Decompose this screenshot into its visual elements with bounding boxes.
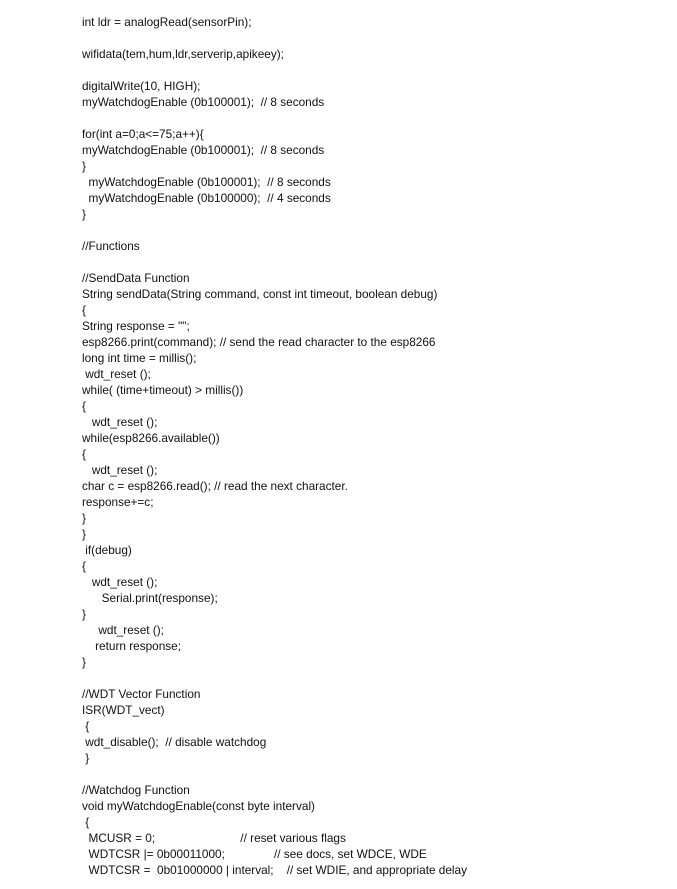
code-line: myWatchdogEnable (0b100001); // 8 seconds [82,143,325,157]
code-document [82,14,667,878]
code-line: myWatchdogEnable (0b100000); // 4 seconds [82,191,331,205]
code-line: wdt_reset (); [82,463,158,477]
code-line: MCUSR = 0; // reset various flags [82,831,346,845]
code-line: { [82,815,90,829]
code-line: wdt_disable(); // disable watchdog [82,735,267,749]
code-line: wdt_reset (); [82,575,158,589]
code-line: //Functions [82,239,140,253]
code-line: { [82,719,90,733]
code-line: long int time = millis(); [82,351,197,365]
code-line: char c = esp8266.read(); // read the next character. [82,479,348,493]
code-line [82,110,667,126]
code-line: ISR(WDT_vect) [82,703,165,717]
code-line: } [82,751,90,765]
code-line: } [82,607,86,621]
code-line: } [82,511,86,525]
code-line: while(esp8266.available()) [82,431,220,445]
code-line [82,30,667,46]
code-line: response+=c; [82,495,154,509]
code-line: wdt_reset (); [82,415,158,429]
code-line: wdt_reset (); [82,367,151,381]
code-line [82,766,667,782]
code-line: myWatchdogEnable (0b100001); // 8 seconds [82,95,325,109]
code-line: } [82,527,86,541]
code-line: wdt_reset (); [82,623,164,637]
code-line [82,254,667,270]
code-line [82,62,667,78]
code-line: { [82,303,86,317]
code-line [82,222,667,238]
code-line: wifidata(tem,hum,ldr,serverip,apikeey); [82,47,284,61]
code-line: } [82,655,86,669]
code-line: void myWatchdogEnable(const byte interval) [82,799,315,813]
code-line: //WDT Vector Function [82,687,201,701]
code-line: //Watchdog Function [82,783,190,797]
code-line: { [82,399,86,413]
code-line: WDTCSR |= 0b00011000; // see docs, set WDCE, WDE [82,847,427,861]
code-line: WDTCSR = 0b01000000 | interval; // set WDIE, and appropriate delay [82,863,468,877]
code-line: esp8266.print(command); // send the read character to the esp8266 [82,335,436,349]
code-line: } [82,207,86,221]
code-line: String response = ""; [82,319,190,333]
code-line [82,670,667,686]
code-line: myWatchdogEnable (0b100001); // 8 seconds [82,175,331,189]
code-line: for(int a=0;a<=75;a++){ [82,127,204,141]
code-line: if(debug) [82,543,132,557]
code-line: Serial.print(response); [82,591,218,605]
code-line: digitalWrite(10, HIGH); [82,79,201,93]
code-line: { [82,447,86,461]
code-line: //SendData Function [82,271,190,285]
code-line: String sendData(String command, const int timeout, boolean debug) [82,287,438,301]
code-line: } [82,159,86,173]
code-line: { [82,559,86,573]
code-line: while( (time+timeout) > millis()) [82,383,244,397]
code-line: int ldr = analogRead(sensorPin); [82,15,252,29]
code-line: return response; [82,639,182,653]
